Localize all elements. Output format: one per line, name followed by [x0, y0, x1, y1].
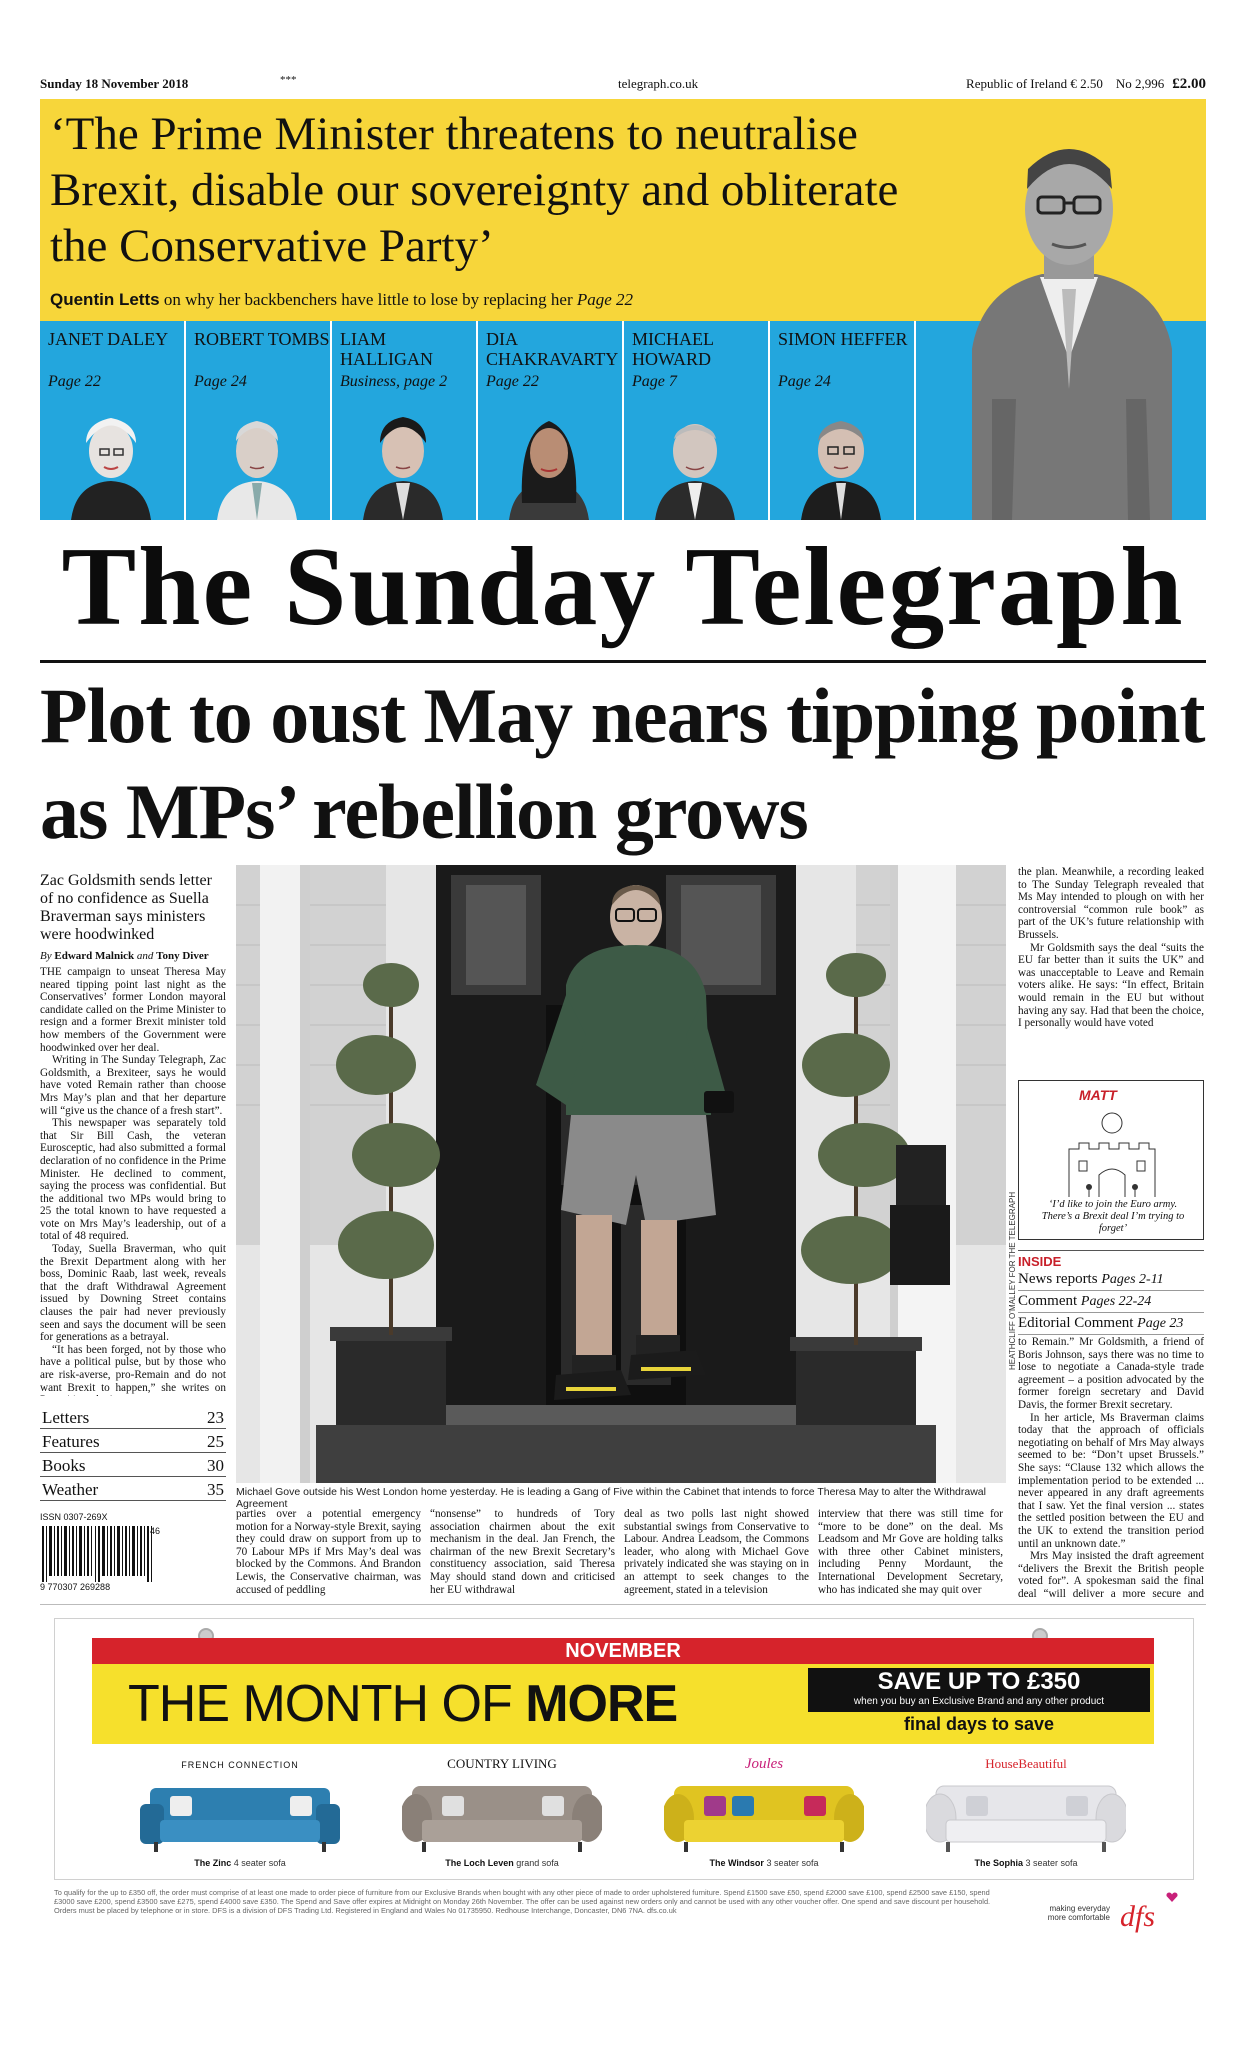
matt-cartoon[interactable]	[1018, 1080, 1204, 1240]
main-photo[interactable]	[236, 865, 1006, 1483]
website[interactable]: telegraph.co.uk	[618, 76, 699, 91]
columnist-name: MICHAEL HOWARD	[632, 329, 714, 369]
main-headline[interactable]: Plot to oust May nears tipping point as MPs’ rebellion grows	[40, 672, 1205, 855]
issue-code: 46	[150, 1526, 161, 1536]
edition-stars: ***	[280, 74, 297, 86]
columnist-photo	[358, 403, 448, 520]
advert-month-label: NOVEMBER	[92, 1638, 1154, 1664]
byline-author-2: Tony Diver	[156, 950, 209, 962]
cartoon-caption: ‘I’d like to join the Euro army. There’s a Brexit deal I’m trying to forget’	[1041, 1199, 1185, 1234]
columnist-photo	[504, 403, 594, 520]
article-paragraph: “nonsense” to hundreds of Tory association chairmen about the exit mechanism in the deal. Jan French, the chairman of the new Brexit Secretary’s constituency association, said Theresa May should stand down and criticised her EU withdrawal	[430, 1508, 615, 1596]
inside-item-news[interactable]	[1018, 1269, 1204, 1291]
index-label: Weather	[42, 1480, 99, 1499]
columnist-michael-howard[interactable]	[624, 321, 770, 520]
sofa-zinc[interactable]	[132, 1756, 348, 1872]
save-condition: when you buy an Exclusive Brand and any other product	[853, 1696, 1105, 1707]
article-body-col-2	[430, 1508, 615, 1598]
inside-item-comment[interactable]	[1018, 1291, 1204, 1313]
sofa-title: The Loch Leven	[445, 1858, 514, 1868]
barcode-number: 9 770307 269288	[40, 1582, 111, 1592]
article-paragraph: interview that there was still time for “more to be done” on the deal. Ms Leadsom and Mr Gove are holding talks with three other Cabinet ministers, including Penny Mordaunt, the International Development Secretary, who has indicated she may quit over	[818, 1508, 1003, 1596]
columnist-liam-halligan[interactable]	[332, 321, 478, 520]
index-row-books[interactable]	[40, 1453, 226, 1477]
inside-panel	[1018, 1250, 1204, 1335]
article-body-right-bottom	[1018, 1336, 1204, 1598]
columnist-photo-large	[932, 99, 1206, 520]
sofa-name	[918, 1858, 1134, 1868]
uk-price: £2.00	[1172, 76, 1206, 92]
article-body-left	[40, 966, 226, 1396]
masthead-rule	[40, 660, 1206, 663]
save-amount: SAVE UP TO £350	[877, 1668, 1081, 1695]
banner-author: Quentin Letts	[50, 290, 160, 309]
sofa-desc: 3 seater sofa	[763, 1858, 819, 1868]
price-info	[966, 76, 1206, 93]
columnist-page: Page 24	[194, 373, 247, 390]
inside-label: Comment	[1018, 1293, 1081, 1309]
columnist-robert-tombs[interactable]	[186, 321, 332, 520]
article-paragraph: deal as two polls last night showed substantial swings from Conservative to Labour. Andrea Leadsom, the Commons leader, who along with Michael Gove privately indicated she was staying on in an attempt to seek changes to the agreement, stated in a television	[624, 1508, 809, 1596]
article-byline	[40, 950, 226, 962]
sofa-name	[656, 1858, 872, 1868]
columnist-simon-heffer[interactable]	[770, 321, 916, 520]
byline-author-1: Edward Malnick	[54, 950, 135, 962]
sofa-brand: Joules	[744, 1756, 784, 1772]
issn: ISSN 0307-269X	[40, 1512, 108, 1522]
article-paragraph: In her article, Ms Braverman claims today that the approach of officials negotiating on behalf of Mrs May always seemed to be: “Don’t upset Brussels.” She says: “Clause 132 which allows the implementation period to be extended ... never appeared in any draft agreements that I saw. Yet the final version ... states the settled position between the EU and the UK to extend the transition period until an unknown date.”	[1018, 1411, 1204, 1550]
article-paragraph: Today, Suella Braverman, who quit the Brexit Department along with her boss, Dominic Raab, last week, reveals that the draft Withdrawal Agreement issued by Downing Street contains clauses the pair had never previously seen and says the document will be seen for generations as a betrayal.	[40, 1243, 226, 1344]
index-row-features[interactable]	[40, 1429, 226, 1453]
article-paragraph: parties over a potential emergency motion for a Norway-style Brexit, saying they could draw on support from up to 70 Labour MPs if Mrs May’s deal was blocked by the Commons. And Brandon Lewis, the Conservative chairman, was accused of peddling	[236, 1508, 421, 1596]
slogan-emphasis: MORE	[525, 1675, 678, 1733]
columnist-photo	[66, 403, 156, 520]
columnist-photo	[212, 403, 302, 520]
advert-slogan	[128, 1674, 677, 1734]
columnist-page: Page 7	[632, 373, 677, 390]
article-paragraph: THE campaign to unseat Theresa May neared tipping point last night as the Conservatives’ former London mayoral candidate called on the Prime Minister to resign and a former Brexit minister told how members of the Government were hoodwinked over her deal.	[40, 966, 226, 1054]
article-paragraph: Mrs May insisted the draft agreement “delivers the Brexit the British people voted for”. A spokesman said the final deal “will deliver a more secure and	[1018, 1550, 1204, 1598]
inside-label: Editorial Comment	[1018, 1315, 1138, 1331]
inside-label: News reports	[1018, 1271, 1102, 1287]
dfs-logo[interactable]: dfs	[1120, 1900, 1156, 1933]
index-page: 23	[207, 1408, 224, 1427]
columnist-name: SIMON HEFFER	[778, 329, 908, 349]
top-strip	[40, 76, 1206, 96]
advert-final-days: final days to save	[903, 1714, 1055, 1734]
banner-byline[interactable]	[50, 290, 633, 310]
heart-icon	[1166, 1892, 1178, 1902]
article-body-col-1	[236, 1508, 421, 1598]
barcode	[40, 1526, 160, 1582]
columnist-name: ROBERT TOMBS	[194, 329, 330, 349]
article-paragraph: the plan. Meanwhile, a recording leaked to The Sunday Telegraph revealed that Ms May intended to plough on with her controversial “common rule book” as part of the UK’s future relationship with Brussels.	[1018, 866, 1204, 941]
index-page: 35	[207, 1480, 224, 1499]
article-paragraph: Mr Goldsmith says the deal “suits the EU far better than it suits the UK” and was unacceptable to Leave and Remain voters alike. He says: “In effect, Britain would remain in the EU but without having any say. Had that been the choice, I personally would have voted	[1018, 941, 1204, 1030]
columnist-name: JANET DALEY	[48, 329, 169, 349]
page-index	[40, 1405, 226, 1501]
index-label: Letters	[42, 1408, 90, 1427]
index-label: Features	[42, 1432, 100, 1451]
cartoon-drawing	[1049, 1109, 1175, 1197]
inside-heading: INSIDE	[1018, 1250, 1204, 1269]
banner-page: Page 22	[576, 290, 634, 309]
article-paragraph: “It has been forged, not by those who have a political pulse, but by those who are risk-averse, pro-Remain and do not want Brexit to happen,” she writes on	[40, 1343, 226, 1394]
masthead[interactable]: The Sunday Telegraph	[61, 525, 1185, 649]
photo-credit: HEATHCLIFF O’MALLEY FOR THE TELEGRAPH	[1008, 1191, 1017, 1370]
article-paragraph: This newspaper was separately told that Sir Bill Cash, the veteran Eurosceptic, had also submitted a formal declaration of no confidence in the Prime Minister. He declined to comment, saying the process was confidential. But the additional two MPs would bring to 25 the total known to have requested a vote on Mrs May’s leadership, out of a total of 48 required.	[40, 1117, 226, 1243]
sofa-icon	[664, 1778, 864, 1858]
sofa-loch-leven[interactable]	[394, 1756, 610, 1872]
article-body-right-top	[1018, 866, 1204, 1070]
inside-page: Pages 2-11	[1101, 1272, 1164, 1287]
article-paragraph: to Remain.” Mr Goldsmith, a friend of Boris Johnson, says there was no time to lose to negotiate a Canada-style trade agreement – a position advocated by the former foreign secretary and David Davis, the former Brexit secretary.	[1018, 1336, 1204, 1411]
issue-date: Sunday 18 November 2018	[40, 76, 189, 91]
sofa-icon	[140, 1778, 340, 1858]
sofa-brand: COUNTRY LIVING	[447, 1756, 557, 1771]
advert-save-box	[808, 1668, 1150, 1712]
sofa-name	[132, 1858, 348, 1868]
banner-quote[interactable]: ‘The Prime Minister threatens to neutralise Brexit, disable our sovereignty and obliterate the Conservative Party’	[50, 108, 899, 272]
columnist-janet-daley[interactable]	[40, 321, 186, 520]
photo-caption: Michael Gove outside his West London home yesterday. He is leading a Gang of Five within the Cabinet that intends to force Theresa May to alter the Withdrawal Agreement	[236, 1486, 986, 1510]
advert-divider	[40, 1604, 1206, 1605]
columnist-page: Page 24	[778, 373, 831, 390]
standfirst: Zac Goldsmith sends letter of no confidence as Suella Braverman says ministers were hoodwinked	[40, 872, 212, 943]
article-body-col-4	[818, 1508, 1003, 1598]
sofa-desc: 4 seater sofa	[231, 1858, 286, 1868]
columnist-page: Business, page 2	[340, 373, 448, 390]
sofa-windsor[interactable]	[656, 1756, 872, 1872]
columnist-photo	[650, 403, 740, 520]
inside-page: Page 23	[1137, 1316, 1184, 1331]
byline-and: and	[134, 950, 157, 962]
sofa-icon	[402, 1778, 602, 1858]
columnist-photo	[796, 403, 886, 520]
dfs-tagline: making everyday more comfortable	[1047, 1904, 1110, 1922]
sofa-sophia[interactable]	[918, 1756, 1134, 1872]
byline-prefix: By	[40, 950, 55, 962]
index-page: 25	[207, 1432, 224, 1451]
sofa-name	[394, 1858, 610, 1868]
slogan-part: THE MONTH OF	[128, 1675, 526, 1733]
sofa-brand: HouseBeautiful	[985, 1756, 1067, 1771]
sofa-title: The Windsor	[709, 1858, 764, 1868]
index-row-letters[interactable]	[40, 1405, 226, 1429]
sofa-desc: grand sofa	[513, 1858, 559, 1868]
article-body-col-3	[624, 1508, 809, 1598]
inside-page: Pages 22-24	[1080, 1294, 1152, 1309]
sofa-desc: 3 seater sofa	[1022, 1858, 1078, 1868]
inside-item-editorial[interactable]	[1018, 1313, 1204, 1335]
sofa-title: The Zinc	[194, 1858, 232, 1868]
columnist-name: DIA CHAKRAVARTY	[486, 329, 619, 369]
index-row-weather[interactable]	[40, 1477, 226, 1501]
columnist-dia-chakravarty[interactable]	[478, 321, 624, 520]
index-label: Books	[42, 1456, 86, 1475]
advert-small-print: To qualify for the up to £350 off, the order must comprise of at least one made to order piece of furniture from our Exclusive Brands when bought with any other piece of made to order upholstered furniture. Spend £1500 save £50, spend £2000 save £100, spend £2500 save £150, spend £3000 save £200, spend £3500 save £275, spend £4000 save £350. The Spend and Save offer expires at Midnight on Monday 26th November. The offer can be used against new orders only and cannot be used with any other voucher offer. One spend and save discount per household. Orders must be placed by telephone or in store. DFS is a division of DFS Trading Ltd. Registered in England and Wales No 01735950. Redhouse Interchange, Doncaster, DN6 7NA. dfs.co.uk	[54, 1888, 991, 1915]
article-paragraph: Writing in The Sunday Telegraph, Zac Goldsmith, a Brexiteer, says he would have voted Remain rather than choose Mrs May’s plan and that her departure will “give us the chance of a fresh start”.	[40, 1054, 226, 1117]
columnist-page: Page 22	[48, 373, 101, 390]
columnist-page: Page 22	[486, 373, 539, 390]
sofa-brand: FRENCH CONNECTION	[181, 1760, 299, 1770]
index-page: 30	[207, 1456, 224, 1475]
cartoonist-name: MATT	[1079, 1087, 1117, 1103]
banner-text: on why her backbenchers have little to lose by replacing her	[159, 290, 577, 309]
columnist-name: LIAM HALLIGAN	[340, 329, 433, 369]
sofa-title: The Sophia	[974, 1858, 1023, 1868]
issue-number: No 2,996	[1115, 76, 1165, 91]
ireland-price: Republic of Ireland € 2.50	[966, 76, 1103, 91]
sofa-icon	[926, 1778, 1126, 1858]
